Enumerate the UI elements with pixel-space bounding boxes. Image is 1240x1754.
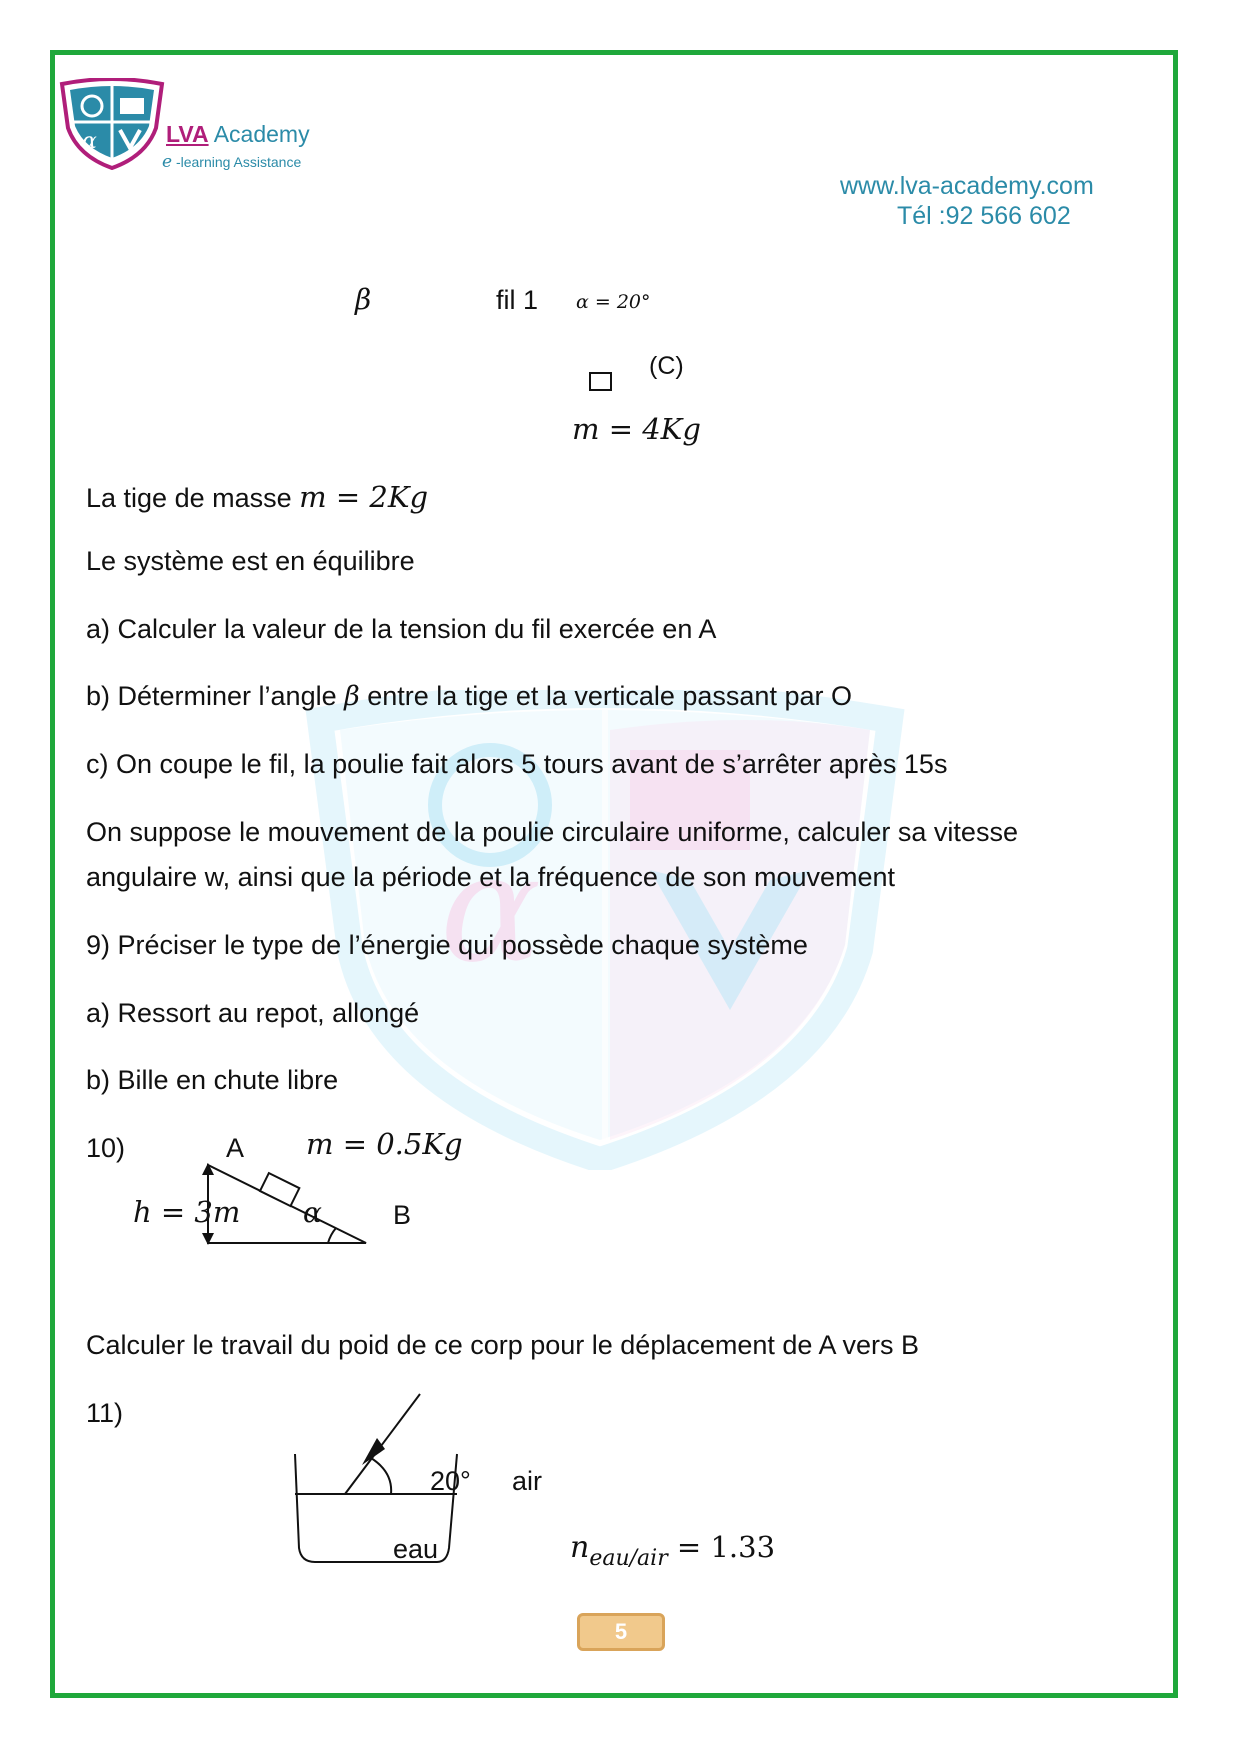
mass-block-icon bbox=[588, 371, 614, 393]
svg-text:α: α bbox=[82, 129, 97, 154]
question-9a: a) Ressort au repot, allongé bbox=[86, 998, 420, 1028]
mass-4kg: m = 4Kg bbox=[572, 412, 701, 446]
phone-number: Tél :92 566 602 bbox=[897, 202, 1071, 230]
refractive-index bbox=[570, 1530, 776, 1571]
eau-label: eau bbox=[393, 1534, 439, 1564]
incidence-angle: 20° bbox=[430, 1466, 471, 1496]
suppose-line-2: angulaire w, ainsi que la période et la fréquence de son mouvement bbox=[86, 862, 896, 892]
air-label: air bbox=[512, 1466, 543, 1496]
page-number: 5 bbox=[577, 1613, 665, 1651]
question-b bbox=[86, 681, 852, 712]
alpha-label: α bbox=[303, 1196, 322, 1229]
fil-label: fil 1 bbox=[496, 285, 539, 315]
tige-line bbox=[86, 480, 428, 514]
mass-05kg: m = 0.5Kg bbox=[306, 1127, 463, 1161]
n-subscript: eau/air bbox=[589, 1546, 668, 1571]
question-a: a) Calculer la valeur de la tension du fil exercée en A bbox=[86, 614, 717, 644]
c-label: (C) bbox=[649, 352, 684, 380]
point-b-label: B bbox=[393, 1200, 412, 1230]
question-10-number: 10) bbox=[86, 1133, 126, 1163]
question-11-number: 11) bbox=[86, 1398, 124, 1428]
question-c: c) On coupe le fil, la poulie fait alors 5 tours avant de s’arrêter après 15s bbox=[86, 749, 948, 779]
question-b-beta: β bbox=[344, 681, 360, 712]
brand-academy: Academy bbox=[213, 121, 310, 147]
academy-logo-icon bbox=[58, 78, 166, 170]
beta-label: β bbox=[355, 283, 372, 316]
block-on-incline bbox=[260, 1173, 299, 1206]
tige-text: La tige de masse bbox=[86, 483, 300, 513]
point-a-label: A bbox=[226, 1133, 245, 1163]
question-b-part2: entre la tige et la verticale passant par O bbox=[359, 681, 852, 711]
question-b-part1: b) Déterminer l’angle bbox=[86, 681, 345, 711]
question-9b: b) Bille en chute libre bbox=[86, 1065, 339, 1095]
brand-name bbox=[166, 121, 310, 148]
question-10-text: Calculer le travail du poid de ce corp pour le déplacement de A vers B bbox=[86, 1330, 919, 1360]
brand-tagline bbox=[162, 152, 301, 172]
height-label: h = 3m bbox=[133, 1195, 241, 1229]
n-value: = 1.33 bbox=[667, 1530, 776, 1564]
question-9: 9) Préciser le type de l’énergie qui possède chaque système bbox=[86, 930, 808, 960]
watermark-alpha-icon: α bbox=[440, 822, 542, 996]
tagline-rest: -learning Assistance bbox=[175, 154, 302, 170]
equilibre-text: Le système est en équilibre bbox=[86, 546, 415, 576]
website-link[interactable]: www.lva-academy.com bbox=[840, 172, 1094, 200]
tagline-e: e bbox=[162, 152, 173, 172]
n-symbol: n bbox=[570, 1530, 590, 1565]
suppose-line-1: On suppose le mouvement de la poulie circulaire uniforme, calculer sa vitesse bbox=[86, 817, 1018, 847]
brand-lva: LVA bbox=[166, 121, 209, 147]
tige-mass: m = 2Kg bbox=[299, 480, 429, 514]
alpha-angle-label: α = 20° bbox=[576, 291, 651, 313]
